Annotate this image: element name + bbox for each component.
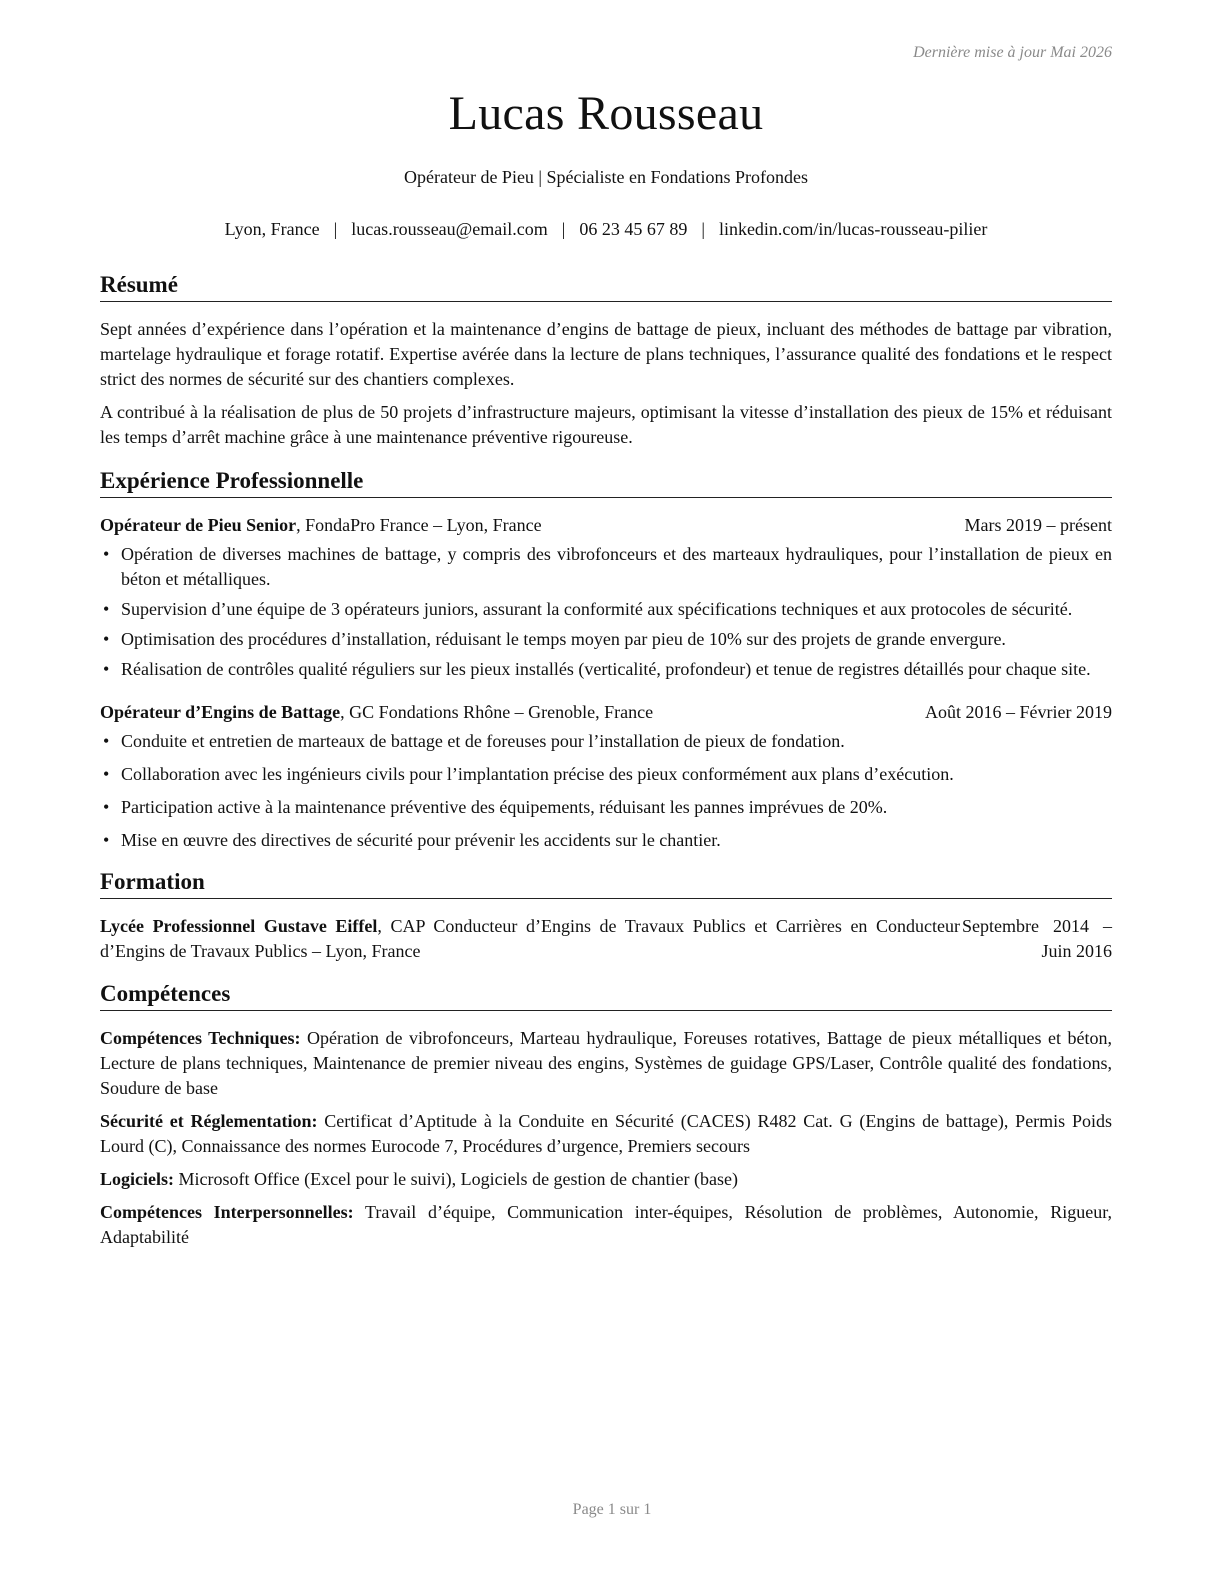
last-updated: Dernière mise à jour Mai 2026: [913, 44, 1112, 61]
candidate-subtitle: Opérateur de Pieu | Spécialiste en Fondations Profondes: [403, 167, 808, 187]
job-bullet: • Mise en œuvre des directives de sécurité pour prévenir les accidents sur le chantier.: [100, 828, 1112, 853]
skill-text: Microsoft Office (Excel pour le suivi), Logiciels de gestion de chantier (base): [174, 1169, 738, 1189]
job-bullet: • Supervision d’une équipe de 3 opérateurs juniors, assurant la conformité aux spécifications techniques et aux protocoles de sécurité.: [100, 597, 1112, 622]
summary-paragraph: A contribué à la réalisation de plus de 50 projets d’infrastructure majeurs, optimisant la vitesse d’installation des pieux de 15% et réduisant les temps d’arrêt machine grâce à une maintenance préventive rigoureuse.: [100, 402, 1112, 447]
job-bullets: [100, 729, 1112, 853]
job-bullet: • Conduite et entretien de marteaux de battage et de foreuses pour l’installation de pieux de fondation.: [100, 729, 1112, 754]
job-role: Opérateur d’Engins de Battage: [100, 702, 341, 722]
skill-label: Sécurité et Réglementation:: [100, 1111, 318, 1131]
skill-label: Logiciels:: [100, 1169, 174, 1189]
summary-paragraph: Sept années d’expérience dans l’opération et la maintenance d’engins de battage de pieux, incluant des méthodes de battage par vibration, martelage hydraulique et forage rotatif. Expertise avérée dans la lecture de plans techniques, l’assurance qualité des fondations et le respect strict des normes de sécurité sur des chantiers complexes.: [100, 319, 1112, 389]
skill-text: Certificat d’Aptitude à la Conduite en Sécurité (CACES) R482 Cat. G (Engins de battage), Permis Poids Lourd (C), Connaissance des normes Eurocode 7, Procédures d’urgence, Premiers secours: [100, 1111, 1112, 1156]
job-company: , FondaPro France – Lyon, France: [296, 515, 542, 535]
candidate-name: Lucas Rousseau: [448, 87, 764, 140]
job-role: Opérateur de Pieu Senior: [100, 515, 297, 535]
skill-label: Compétences Techniques:: [100, 1028, 301, 1048]
skill-line: [100, 1167, 1112, 1192]
job-bullet: • Participation active à la maintenance préventive des équipements, réduisant les pannes imprévues de 20%.: [100, 795, 1112, 820]
education-entry: [100, 914, 1112, 964]
contact-separator: |: [701, 219, 705, 239]
job-title-line: [100, 513, 542, 538]
education-dates: Septembre 2014 – Juin 2016: [962, 916, 1112, 961]
job-bullets: [100, 542, 1112, 682]
contact-email[interactable]: lucas.rousseau@email.com: [351, 219, 548, 239]
job-header: [100, 513, 1112, 538]
job-dates: Août 2016 – Février 2019: [925, 702, 1112, 722]
job-header: [100, 700, 1112, 725]
education-school: Lycée Professionnel Gustave Eiffel: [100, 916, 378, 936]
job-title-line: [100, 700, 653, 725]
section-title-skills: Compétences: [100, 979, 1112, 1011]
skill-line: [100, 1109, 1112, 1159]
section-title-education: Formation: [100, 867, 1112, 899]
skill-text: Opération de vibrofonceurs, Marteau hydraulique, Foreuses rotatives, Battage de pieux métalliques et béton, Lecture de plans techniques, Maintenance de premier niveau des engins, Systèmes de guidage GPS/Laser, Contrôle qualité des fondations, Soudure de base: [100, 1028, 1112, 1098]
resume-content: [100, 270, 1112, 1258]
page-number: Page 1 sur 1: [572, 1501, 652, 1518]
job-entry: [100, 700, 1112, 853]
section-title-summary: Résumé: [100, 270, 1112, 302]
contact-separator: |: [333, 219, 338, 239]
skill-label: Compétences Interpersonnelles:: [100, 1202, 354, 1222]
skills-section: [100, 979, 1112, 1250]
job-bullet: • Réalisation de contrôles qualité réguliers sur les pieux installés (verticalité, profondeur) et tenue de registres détaillés pour chaque site.: [100, 657, 1112, 682]
contact-line: [100, 219, 1112, 240]
job-bullet: • Collaboration avec les ingénieurs civils pour l’implantation précise des pieux conformément aux plans d’exécution.: [100, 762, 1112, 787]
section-title-experience: Expérience Professionnelle: [100, 466, 1112, 498]
contact-location: Lyon, France: [224, 219, 320, 239]
job-bullet: • Optimisation des procédures d’installation, réduisant le temps moyen par pieu de 10% sur des projets de grande envergure.: [100, 627, 1112, 652]
contact-phone[interactable]: 06 23 45 67 89: [579, 219, 688, 239]
skill-text: Travail d’équipe, Communication inter-équipes, Résolution de problèmes, Autonomie, Rigueur, Adaptabilité: [100, 1202, 1112, 1247]
resume-page: [100, 0, 1112, 1584]
job-bullet: • Opération de diverses machines de battage, y compris des vibrofonceurs et des marteaux hydrauliques, pour l’installation de pieux en béton et métalliques.: [100, 542, 1112, 592]
contact-separator: |: [561, 219, 566, 239]
job-dates: Mars 2019 – présent: [964, 515, 1112, 535]
education-description: [100, 914, 960, 964]
contact-linkedin[interactable]: linkedin.com/in/lucas-rousseau-pilier: [718, 219, 988, 239]
skill-line: [100, 1200, 1112, 1250]
experience-section: [100, 466, 1112, 853]
education-details: , CAP Conducteur d’Engins de Travaux Publics et Carrières en Conducteur d’Engins de Travaux Publics – Lyon, France: [100, 916, 960, 961]
job-company: , GC Fondations Rhône – Grenoble, France: [340, 702, 654, 722]
skill-line: [100, 1026, 1112, 1101]
summary-section: [100, 270, 1112, 450]
education-section: [100, 867, 1112, 964]
job-entry: [100, 513, 1112, 682]
